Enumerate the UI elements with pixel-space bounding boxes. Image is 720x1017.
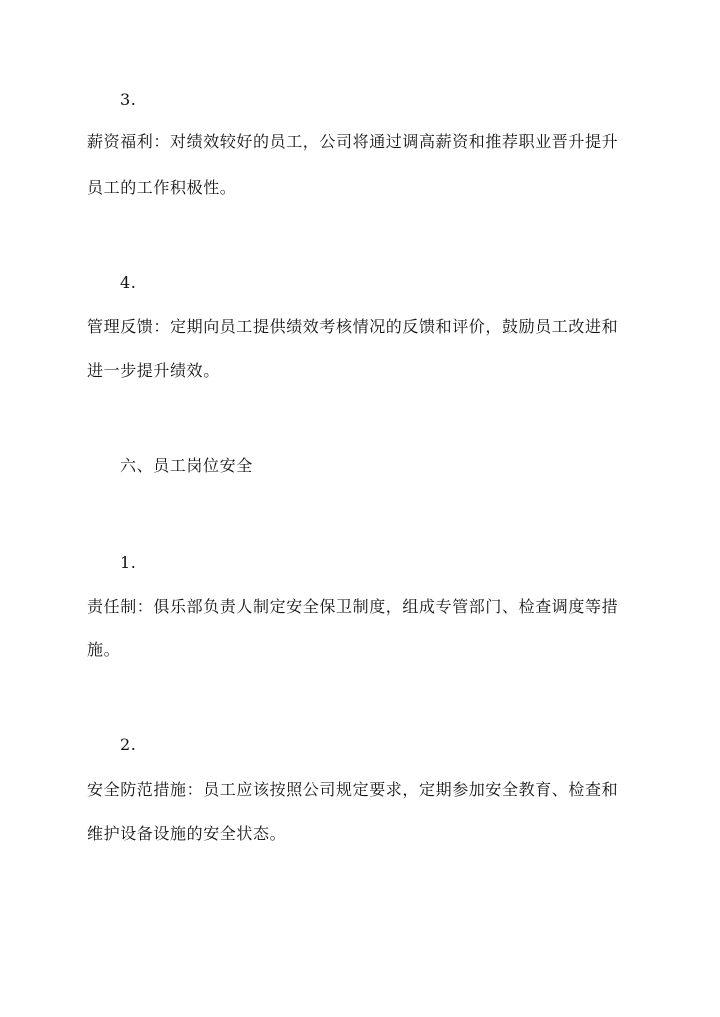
paragraph-line: 责任制：俱乐部负责人制定安全保卫制度，组成专管部门、检查调度等措 xyxy=(87,597,619,616)
section-heading: 六、员工岗位安全 xyxy=(120,456,253,475)
paragraph-line: 进一步提升绩效。 xyxy=(87,361,220,380)
paragraph-line: 员工的工作积极性。 xyxy=(87,178,237,197)
paragraph-line: 薪资福利：对绩效较好的员工，公司将通过调高薪资和推荐职业晋升提升 xyxy=(87,132,619,151)
item-number: 4. xyxy=(120,273,137,292)
item-number: 3. xyxy=(120,90,137,109)
paragraph-line: 维护设备设施的安全状态。 xyxy=(87,824,287,843)
paragraph-line: 管理反馈：定期向员工提供绩效考核情况的反馈和评价，鼓励员工改进和 xyxy=(87,317,619,336)
item-number: 1. xyxy=(120,553,137,572)
paragraph-line: 安全防范措施：员工应该按照公司规定要求，定期参加安全教育、检查和 xyxy=(87,780,619,799)
item-number: 2. xyxy=(120,735,137,754)
paragraph-line: 施。 xyxy=(87,640,121,659)
